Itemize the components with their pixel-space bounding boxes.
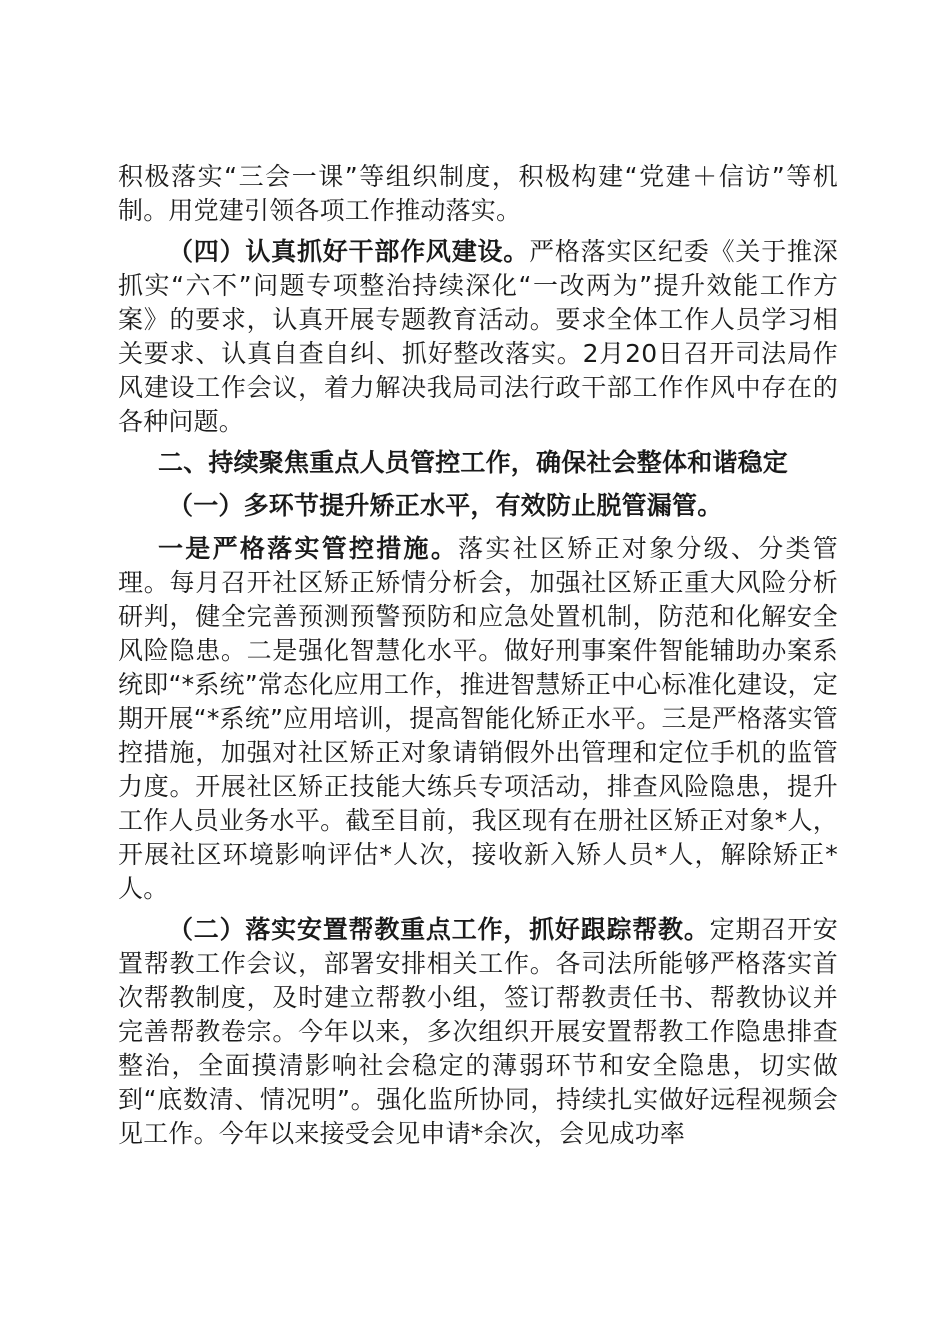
section-heading bbox=[118, 446, 838, 480]
paragraph-text: 落实社区矫正对象分级、分类管理。每月召开社区矫正矫情分析会，加强社区矫正重大风险分析研判，健全完善预测预警预防和应急处置机制，防范和化解安全风险隐患。二是强化智慧化水平。做好刑事案件智能辅助办案系统即“*系统”常态化应用工作，推进智慧矫正中心标准化建设，定期开展“*系统”应用培训，提高智能化矫正水平。三是严格落实管控措施，加强对社区矫正对象请销假外出管理和定位手机的监管力度。开展社区矫正技能大练兵专项活动，排查风险隐患，提升工作人员业务水平。截至目前，我区现有在册社区矫正对象*人，开展社区环境影响评估*人次，接收新入矫人员*人，解除矫正*人。 bbox=[118, 534, 839, 903]
subsection-heading bbox=[118, 489, 838, 523]
paragraph-work-style bbox=[118, 235, 838, 439]
paragraph-control-measures bbox=[118, 532, 838, 906]
document-body bbox=[118, 160, 838, 1158]
subsection-heading-text: （一）多环节提升矫正水平，有效防止脱管漏管。 bbox=[168, 491, 723, 520]
paragraph-text: 定期召开安置帮教工作会议，部署安排相关工作。各司法所能够严格落实首次帮教制度，及时建立帮教小组，签订帮教责任书、帮教协议并完善帮教卷宗。今年以来，多次组织开展安置帮教工作隐患排查整治，全面摸清影响社会稳定的薄弱环节和安全隐患，切实做到“底数清、情况明”。强化监所协同，持续扎实做好远程视频会见工作。今年以来接受会见申请*余次，会见成功率 bbox=[118, 915, 838, 1148]
paragraph-text: 严格落实区纪委《关于推深抓实“六不”问题专项整治持续深化“一改两为”提升效能工作方案》的要求，认真开展专题教育活动。要求全体工作人员学习相关要求、认真自查自纠、抓好整改落实。2月20日召开司法局作风建设工作会议，着力解决我局司法行政干部工作作风中存在的各种问题。 bbox=[118, 237, 838, 436]
section-heading-text: 二、持续聚焦重点人员管控工作，确保社会整体和谐稳定 bbox=[158, 448, 789, 477]
paragraph-party-building bbox=[118, 160, 838, 228]
paragraph-lead: （二）落实安置帮教重点工作，抓好跟踪帮教。 bbox=[168, 915, 710, 944]
paragraph-lead: 一是严格落实管控措施。 bbox=[158, 534, 459, 563]
paragraph-text: 积极落实“三会一课”等组织制度，积极构建“党建＋信访”等机制。用党建引领各项工作推动落实。 bbox=[118, 162, 838, 225]
paragraph-resettlement bbox=[118, 913, 838, 1151]
paragraph-lead: （四）认真抓好干部作风建设。 bbox=[168, 237, 530, 266]
